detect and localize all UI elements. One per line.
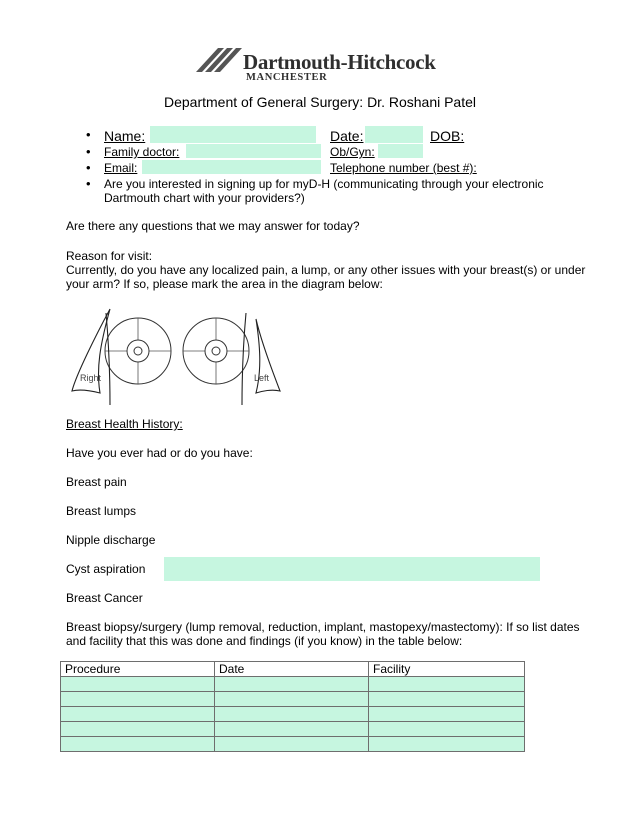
logo-location: MANCHESTER bbox=[246, 72, 328, 83]
date-field[interactable] bbox=[365, 126, 423, 143]
facility-cell[interactable] bbox=[369, 737, 525, 752]
myd-question-line2: Dartmouth chart with your providers?) bbox=[104, 191, 305, 205]
obgyn-field[interactable] bbox=[378, 144, 423, 158]
procedure-cell[interactable] bbox=[61, 722, 215, 737]
biopsy-line2: and facility that this was done and findings (if you know) in the table below: bbox=[66, 634, 463, 648]
reason-line2: your arm? If so, please mark the area in the diagram below: bbox=[66, 277, 383, 291]
procedure-cell[interactable] bbox=[61, 692, 215, 707]
bullet-icon: • bbox=[86, 144, 91, 159]
right-label: Right bbox=[80, 373, 102, 383]
procedure-cell[interactable] bbox=[61, 737, 215, 752]
table-row bbox=[61, 692, 525, 707]
logo-stripes-icon bbox=[196, 48, 242, 72]
myd-question-line1: Are you interested in signing up for myD-H (communicating through your electronic bbox=[104, 177, 544, 191]
table-header-row bbox=[61, 662, 525, 677]
procedure-cell[interactable] bbox=[61, 707, 215, 722]
bullet-icon: • bbox=[86, 176, 91, 191]
department-title: Department of General Surgery: Dr. Roshani Patel bbox=[163, 94, 477, 110]
facility-cell[interactable] bbox=[369, 722, 525, 737]
biopsy-line1: Breast biopsy/surgery (lump removal, reduction, implant, mastopexy/mastectomy): If so list dates bbox=[66, 620, 580, 634]
telephone-label: Telephone number (best #): bbox=[330, 161, 477, 175]
logo-name: Dartmouth-Hitchcock bbox=[243, 50, 436, 74]
left-arm-line bbox=[242, 313, 246, 405]
history-heading: Breast Health History: bbox=[66, 417, 183, 431]
right-arm-line bbox=[106, 313, 110, 405]
date-cell[interactable] bbox=[215, 737, 369, 752]
family-doctor-label: Family doctor: bbox=[104, 145, 180, 159]
cyst-aspiration-field[interactable] bbox=[164, 557, 540, 581]
history-item-cyst-aspiration: Cyst aspiration bbox=[66, 562, 146, 576]
facility-cell[interactable] bbox=[369, 692, 525, 707]
family-doctor-field[interactable] bbox=[186, 144, 321, 158]
name-field[interactable] bbox=[150, 126, 316, 143]
header-procedure: Procedure bbox=[61, 662, 215, 677]
reason-line1: Currently, do you have any localized pain, a lump, or any other issues with your breast(s) or under bbox=[66, 263, 586, 277]
history-item-breast-cancer: Breast Cancer bbox=[66, 591, 143, 605]
left-nipple bbox=[212, 347, 220, 355]
breast-diagram[interactable] bbox=[66, 305, 286, 413]
facility-cell[interactable] bbox=[369, 707, 525, 722]
reason-label: Reason for visit: bbox=[66, 249, 153, 263]
history-item-breast-lumps: Breast lumps bbox=[66, 504, 137, 518]
history-intro: Have you ever had or do you have: bbox=[66, 446, 253, 460]
dob-label: DOB: bbox=[430, 128, 465, 144]
table-row bbox=[61, 707, 525, 722]
bullet-icon: • bbox=[86, 127, 91, 142]
table-row bbox=[61, 677, 525, 692]
any-questions: Are there any questions that we may answer for today? bbox=[66, 219, 360, 233]
right-nipple bbox=[134, 347, 142, 355]
procedure-table bbox=[60, 661, 525, 752]
date-cell[interactable] bbox=[215, 722, 369, 737]
bullet-icon: • bbox=[86, 160, 91, 175]
history-item-breast-pain: Breast pain bbox=[66, 475, 127, 489]
table-row bbox=[61, 722, 525, 737]
date-cell[interactable] bbox=[215, 677, 369, 692]
date-cell[interactable] bbox=[215, 707, 369, 722]
facility-cell[interactable] bbox=[369, 677, 525, 692]
obgyn-label: Ob/Gyn: bbox=[330, 145, 375, 159]
date-cell[interactable] bbox=[215, 692, 369, 707]
history-item-nipple-discharge: Nipple discharge bbox=[66, 533, 156, 547]
table-row bbox=[61, 737, 525, 752]
email-field[interactable] bbox=[142, 160, 321, 174]
left-label: Left bbox=[254, 373, 270, 383]
header-facility: Facility bbox=[369, 662, 525, 677]
date-label: Date: bbox=[330, 128, 364, 144]
procedure-cell[interactable] bbox=[61, 677, 215, 692]
email-label: Email: bbox=[104, 161, 138, 175]
header-date: Date bbox=[215, 662, 369, 677]
name-label: Name: bbox=[104, 128, 146, 144]
